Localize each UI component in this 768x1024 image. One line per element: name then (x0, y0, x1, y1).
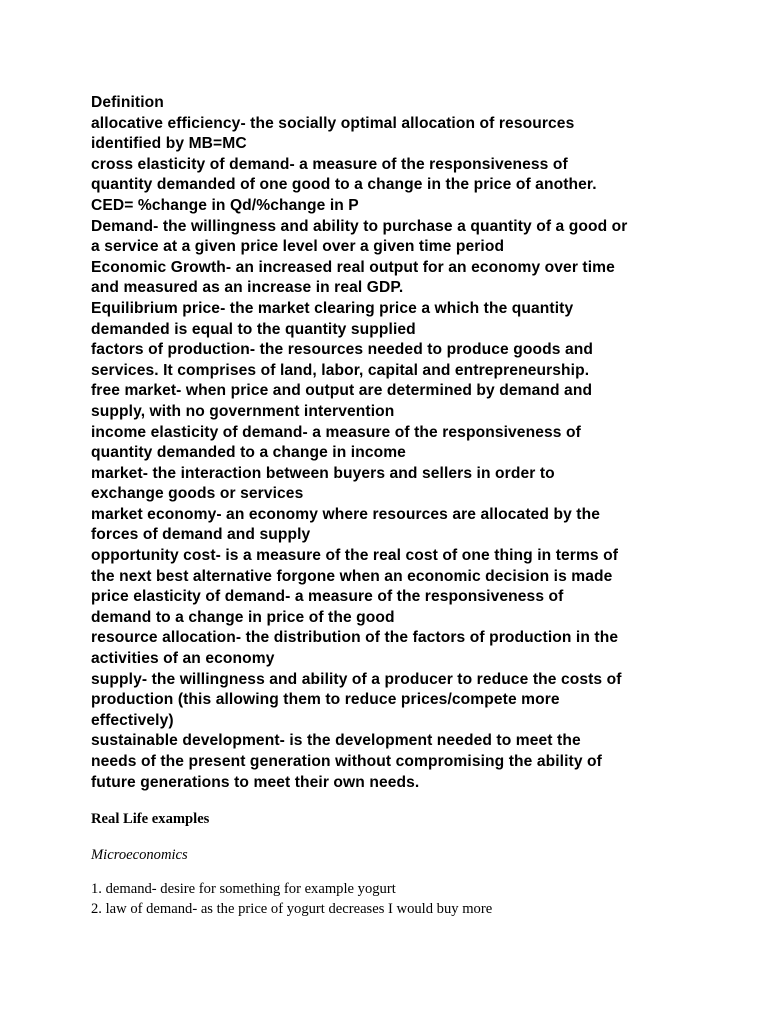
list-item: 2. law of demand- as the price of yogurt decreases I would buy more (91, 901, 493, 918)
definition-line: factors of production- the resources needed to produce goods and (91, 341, 593, 359)
definition-line: market economy- an economy where resources are allocated by the (91, 505, 600, 523)
definition-line: effectively) (91, 711, 174, 729)
definition-line: quantity demanded of one good to a change in the price of another. (91, 176, 597, 194)
definition-line: income elasticity of demand- a measure of the responsiveness of (91, 423, 581, 441)
definition-line: price elasticity of demand- a measure of the responsiveness of (91, 588, 564, 606)
definition-line: allocative efficiency- the socially optimal allocation of resources (91, 114, 575, 132)
definition-line: the next best alternative forgone when an economic decision is made (91, 567, 613, 585)
definition-line: services. It comprises of land, labor, capital and entrepreneurship. (91, 361, 590, 379)
definition-line: production (this allowing them to reduce prices/compete more (91, 691, 560, 709)
list-item: 1. demand- desire for something for example yogurt (91, 881, 396, 898)
real-life-heading: Real Life examples (91, 811, 210, 828)
definition-line: Economic Growth- an increased real output for an economy over time (91, 258, 615, 276)
definition-line: Equilibrium price- the market clearing price a which the quantity (91, 299, 574, 317)
definition-line: supply- the willingness and ability of a producer to reduce the costs of (91, 670, 622, 688)
examples-list (91, 879, 691, 919)
definition-line: demanded is equal to the quantity supplied (91, 320, 416, 338)
definition-line: sustainable development- is the development needed to meet the (91, 732, 581, 750)
definitions-section (91, 93, 691, 793)
definition-line: and measured as an increase in real GDP. (91, 279, 404, 297)
definitions-heading: Definition (91, 94, 164, 111)
definition-line: activities of an economy (91, 650, 275, 668)
definition-line: opportunity cost- is a measure of the real cost of one thing in terms of (91, 547, 619, 565)
definition-line: future generations to meet their own needs. (91, 773, 420, 791)
definition-line: identified by MB=MC (91, 135, 247, 153)
definition-line: needs of the present generation without compromising the ability of (91, 753, 602, 770)
definition-line: exchange goods or services (91, 485, 304, 503)
definition-line: demand to a change in price of the good (91, 608, 395, 626)
definition-line: resource allocation- the distribution of the factors of production in the (91, 629, 619, 647)
definition-line: CED= %change in Qd/%change in P (91, 196, 359, 214)
document-page (91, 93, 691, 919)
microeconomics-subheading: Microeconomics (91, 847, 188, 864)
definition-line: Demand- the willingness and ability to purchase a quantity of a good or (91, 217, 628, 235)
definition-line: supply, with no government intervention (91, 402, 395, 420)
definition-line: cross elasticity of demand- a measure of the responsiveness of (91, 155, 568, 173)
definition-line: quantity demanded to a change in income (91, 444, 406, 462)
definition-line: free market- when price and output are determined by demand and (91, 382, 593, 400)
definition-line: a service at a given price level over a given time period (91, 238, 505, 256)
definition-line: forces of demand and supply (91, 526, 311, 544)
definition-line: market- the interaction between buyers and sellers in order to (91, 464, 555, 482)
